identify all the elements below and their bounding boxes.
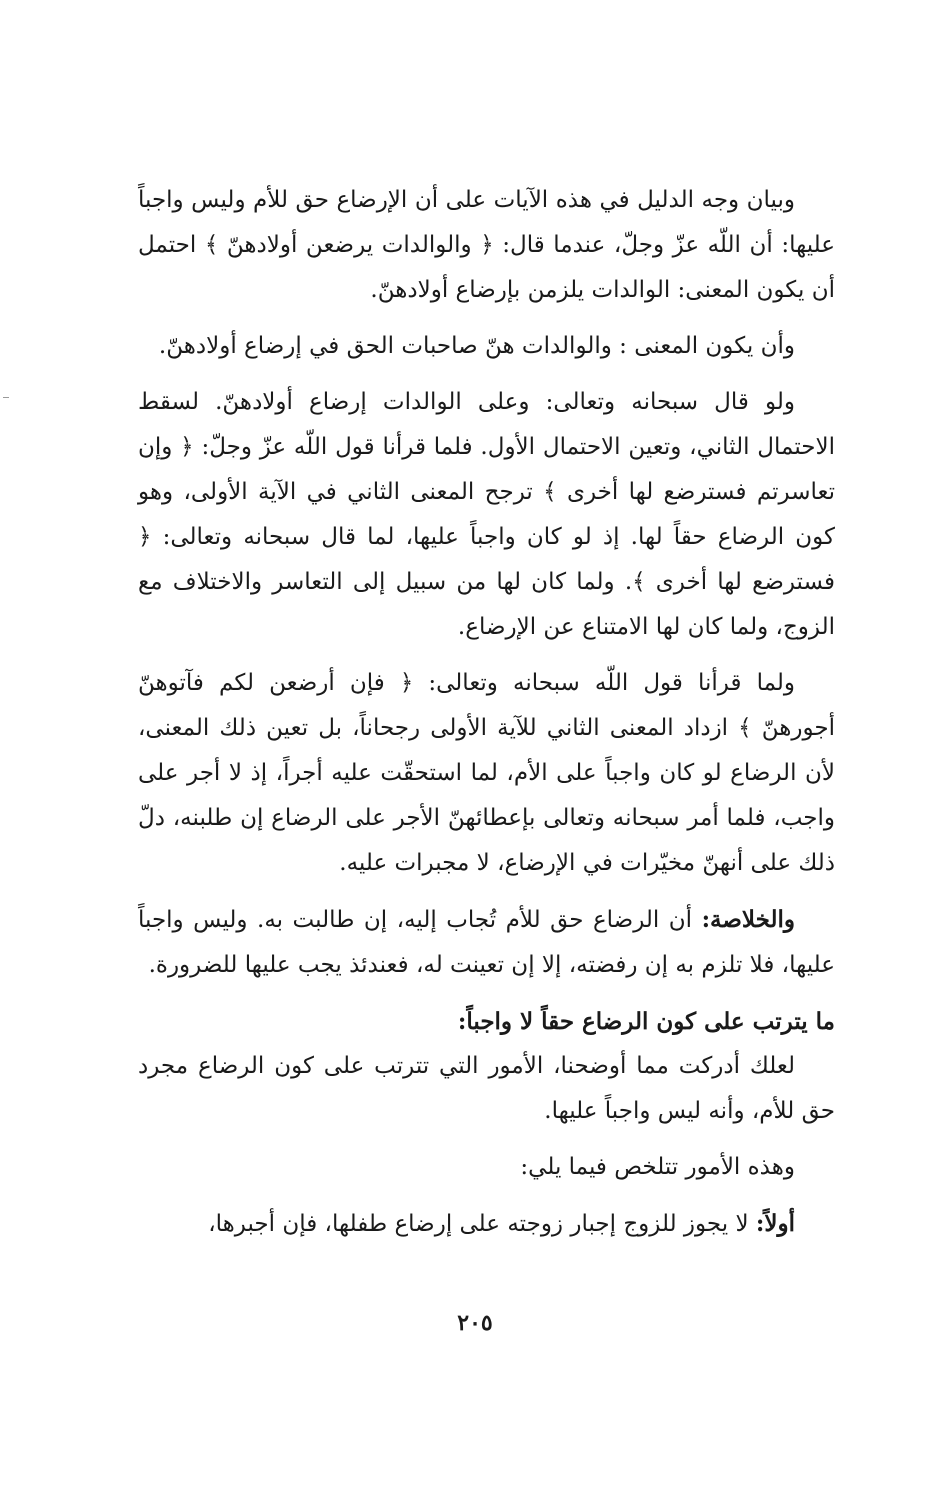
paragraph-3: ولو قال سبحانه وتعالى: وعلى الوالدات إرضاع أولادهنّ. لسقط الاحتمال الثاني، وتعين الاحتمال الأول. فلما قرأنا قول اللّه عزّ وجلّ: ﴿ وإن تعاسرتم فسترضع لها أخرى ﴾ ترجح المعنى الثاني في الآية الأولى، وهو كون الرضاع حقاً لها. إذ لو كان واجباً عليها، لما قال سبحانه وتعالى: ﴿ فسترضع لها أخرى ﴾. ولما كان لها من سبيل إلى التعاسر والاختلاف مع الزوج، ولما كان لها الامتناع عن الإرضاع.	[138, 389, 835, 640]
first-item-label: أولاً:	[755, 1210, 795, 1237]
summary-paragraph	[138, 897, 835, 988]
section-heading: ما يترتب على كون الرضاع حقاً لا واجباً:	[457, 1008, 835, 1035]
paragraph-after-heading-2: وهذه الأمور تتلخص فيما يلي:	[520, 1154, 795, 1180]
paragraph-4: ولما قرأنا قول اللّه سبحانه وتعالى: ﴿ فإن أرضعن لكم فآتوهنّ أجورهنّ ﴾ ازداد المعنى الثاني للآية الأولى رجحاناً، بل تعين ذلك المعنى، لأن الرضاع لو كان واجباً على الأم، لما استحقّت عليه أجراً، إذ لا أجر على واجب، فلما أمر سبحانه وتعالى بإعطائهنّ الأجر على الرضاع إن طلبنه، دلّ ذلك على أنهنّ مخيّرات في الإرضاع، لا مجبرات عليه.	[138, 670, 835, 876]
summary-label: والخلاصة:	[701, 906, 795, 933]
paragraph-after-heading-1: لعلك أدركت مما أوضحنا، الأمور التي تترتب على كون الرضاع مجرد حق للأم، وأنه ليس واجباً عليها.	[138, 1053, 835, 1124]
first-item-text: لا يجوز للزوج إجبار زوجته على إرضاع طفلها، فإن أجبرها،	[208, 1211, 756, 1237]
page-number: ٢٠٥	[457, 1310, 493, 1336]
page-body	[138, 178, 835, 1258]
summary-text: أن الرضاع حق للأم تُجاب إليه، إن طالبت به. وليس واجباً عليها، فلا تلزم به إن رفضته، إلا إن تعينت له، فعندئذ يجب عليها للضرورة.	[138, 907, 835, 978]
paragraph-2: وأن يكون المعنى : والوالدات هنّ صاحبات الحق في إرضاع أولادهنّ.	[158, 333, 795, 359]
paragraph-1: وبيان وجه الدليل في هذه الآيات على أن الإرضاع حق للأم وليس واجباً عليها: أن اللّه عزّ وجلّ، عندما قال: ﴿ والوالدات يرضعن أولادهنّ ﴾ احتمل أن يكون المعنى: الوالدات يلزمن بإرضاع أولادهنّ.	[138, 187, 835, 303]
first-item-paragraph	[138, 1201, 835, 1247]
margin-mark	[3, 397, 9, 398]
